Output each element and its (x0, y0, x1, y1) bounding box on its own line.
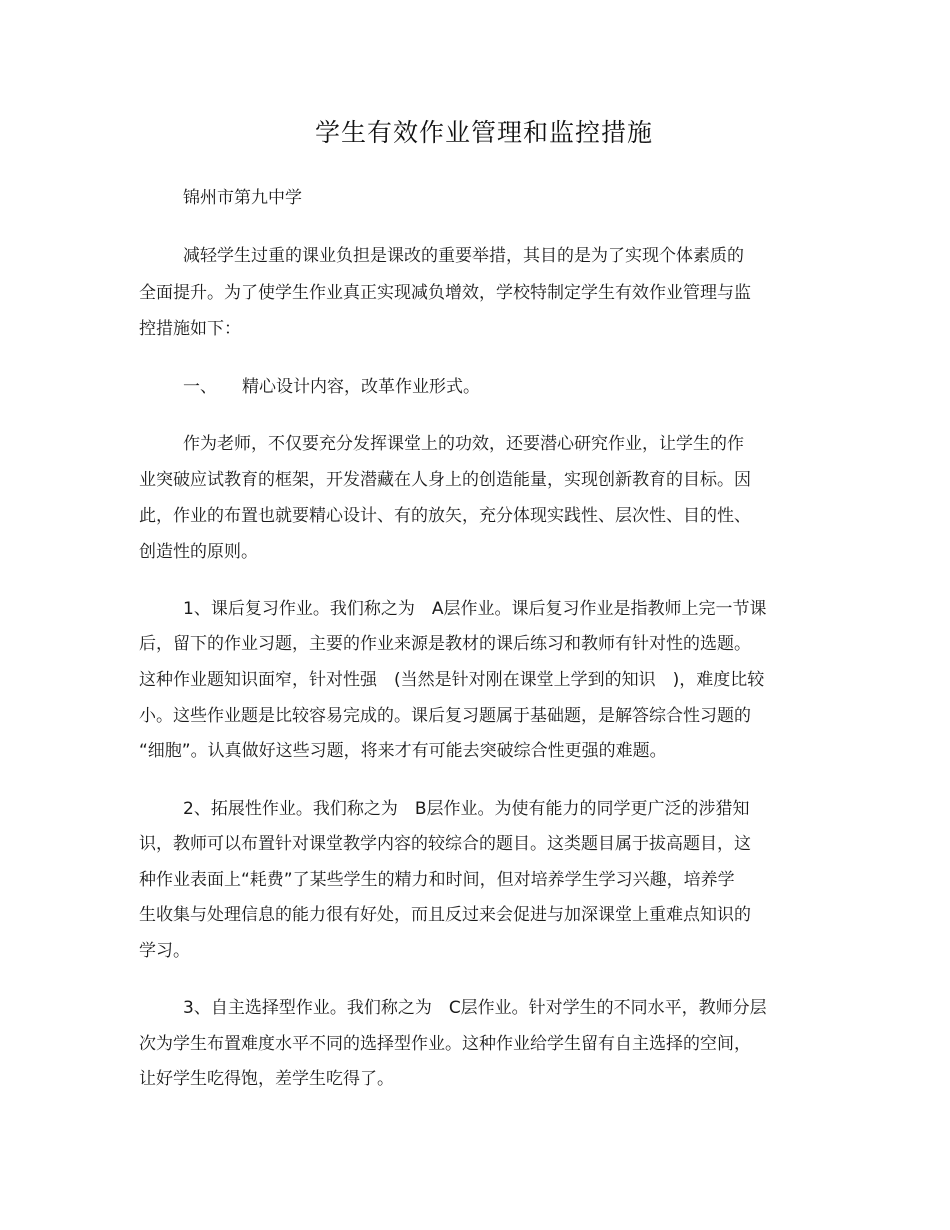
item-line: 后，留下的作业习题，主要的作业来源是教材的课后练习和教师有针对性的选题。 (139, 634, 751, 654)
document-title: 学生有效作业管理和监控措施 (314, 118, 653, 147)
item-line: 识，教师可以布置针对课堂教学内容的较综合的题目。这类题目属于拔高题目，这 (139, 834, 751, 854)
item-line: 让好学生吃得饱，差学生吃得了。 (139, 1069, 394, 1089)
paragraph-line: 创造性的原则。 (139, 542, 258, 562)
paragraph-line: 作为老师，不仅要充分发挥课堂上的功效，还要潜心研究作业，让学生的作 (183, 434, 744, 454)
school-name: 锦州市第九中学 (183, 188, 302, 208)
paragraph-line: 业突破应试教育的框架，开发潜藏在人身上的创造能量，实现创新教育的目标。因 (139, 470, 751, 490)
item-line: 2、拓展性作业。我们称之为 B层作业。为使有能力的同学更广泛的涉猎知 (183, 799, 750, 819)
section-heading-text: 精心设计内容，改革作业形式。 (242, 377, 480, 397)
section-number: 一、 (183, 377, 217, 397)
item-line: 3、自主选择型作业。我们称之为 C层作业。针对学生的不同水平，教师分层 (183, 998, 767, 1018)
intro-line: 减轻学生过重的课业负担是课改的重要举措，其目的是为了实现个体素质的 (183, 246, 744, 266)
item-line: 次为学生布置难度水平不同的选择型作业。这种作业给学生留有自主选择的空间， (139, 1034, 751, 1054)
item-line: 学习。 (139, 941, 190, 961)
item-line: 生收集与处理信息的能力很有好处，而且反过来会促进与加深课堂上重难点知识的 (139, 905, 751, 925)
item-line: 1、课后复习作业。我们称之为 A层作业。课后复习作业是指教师上完一节课 (183, 599, 767, 619)
paragraph-line: 此，作业的布置也就要精心设计、有的放矢，充分体现实践性、层次性、目的性、 (139, 506, 751, 526)
intro-line: 控措施如下： (139, 319, 241, 339)
section-heading (183, 376, 480, 398)
item-line: 种作业表面上“耗费”了某些学生的精力和时间，但对培养学生学习兴趣，培养学 (139, 870, 735, 890)
item-line: 这种作业题知识面窄，针对性强 (当然是针对刚在课堂上学到的知识 )，难度比较 (139, 670, 765, 690)
item-line: 小。这些作业题是比较容易完成的。课后复习题属于基础题，是解答综合性习题的 (139, 706, 751, 726)
item-line: “细胞”。认真做好这些习题，将来才有可能去突破综合性更强的难题。 (139, 741, 667, 761)
intro-line: 全面提升。为了使学生作业真正实现减负增效，学校特制定学生有效作业管理与监 (139, 283, 751, 303)
